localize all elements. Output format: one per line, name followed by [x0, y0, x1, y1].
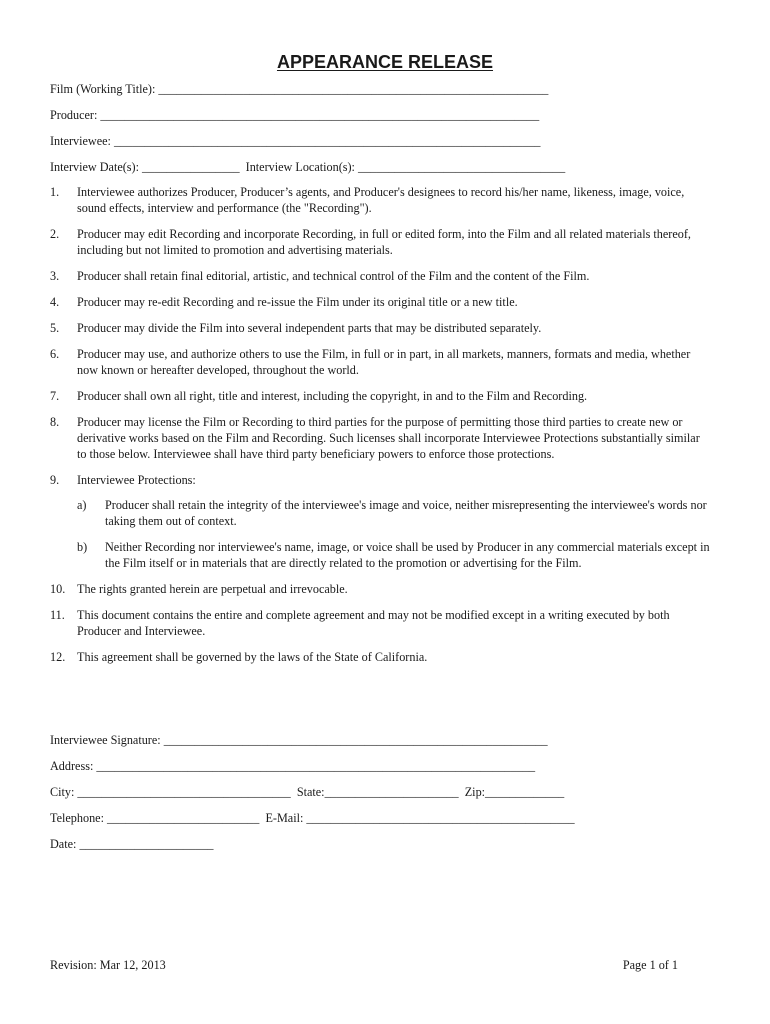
date-field[interactable] — [50, 836, 720, 862]
signature-fields — [50, 732, 720, 862]
clause-text: Producer may re-edit Recording and re-issue the Film under its original title or a new title. — [77, 295, 518, 309]
clause-number: 4. — [50, 295, 60, 309]
telephone-label: Telephone: _________________________ — [50, 811, 260, 825]
header-fields — [50, 81, 720, 185]
clause-text: Interviewee authorizes Producer, Producer’s agents, and Producer's designees to record his/her name, likeness, image, voice, sound effects, interview and performance (the "Recording"). — [77, 185, 685, 215]
clause-number: 3. — [50, 269, 60, 283]
subclause-item — [77, 497, 710, 529]
clause-item — [50, 581, 710, 597]
subclause-letter: a) — [77, 498, 87, 512]
address-field[interactable] — [50, 758, 720, 784]
clause-item — [50, 226, 710, 258]
interviewee-protections — [50, 497, 710, 571]
telephone-email-field[interactable] — [50, 810, 720, 836]
producer-label: Producer: ________________________________________________________________________ — [50, 108, 540, 122]
interview-date-label: Interview Date(s): ________________ — [50, 160, 240, 174]
producer-field[interactable] — [50, 107, 720, 133]
clause-text: This agreement shall be governed by the laws of the State of California. — [77, 650, 428, 664]
subclause-item — [77, 539, 710, 571]
clause-item — [50, 414, 710, 462]
clause-item — [50, 649, 710, 665]
address-label: Address: ________________________________________________________________________ — [50, 759, 536, 773]
date-label: Date: ______________________ — [50, 837, 214, 851]
interview-date-location-field[interactable] — [50, 159, 720, 185]
clause-text: This document contains the entire and complete agreement and may not be modified except in a writing executed by both Producer and Interviewee. — [77, 608, 670, 638]
clause-text: Producer may divide the Film into several independent parts that may be distributed separately. — [77, 321, 542, 335]
clause-text: Producer shall own all right, title and interest, including the copyright, in and to the Film and Recording. — [77, 389, 588, 403]
city-state-zip-field[interactable] — [50, 784, 720, 810]
clause-number: 9. — [50, 473, 60, 487]
email-label: E-Mail: ____________________________________________ — [259, 811, 575, 825]
subclause-letter: b) — [77, 540, 88, 554]
clause-item — [50, 294, 710, 310]
clause-text: Interviewee Protections: — [77, 473, 196, 487]
interviewee-field[interactable] — [50, 133, 720, 159]
clause-number: 7. — [50, 389, 60, 403]
clause-item — [50, 388, 710, 404]
film-title-label: Film (Working Title): ________________________________________________________________ — [50, 82, 549, 96]
zip-label: Zip:_____________ — [458, 785, 565, 799]
clause-number: 6. — [50, 347, 60, 361]
clause-text: Producer shall retain final editorial, artistic, and technical control of the Film and the content of the Film. — [77, 269, 590, 283]
clause-number: 1. — [50, 185, 60, 199]
clause-list — [50, 184, 710, 675]
clause-number: 2. — [50, 227, 60, 241]
state-label: State:______________________ — [290, 785, 459, 799]
signature-field[interactable] — [50, 732, 720, 758]
clause-item — [50, 320, 710, 336]
clause-number: 10. — [50, 582, 66, 596]
film-title-field[interactable] — [50, 81, 720, 107]
clause-item — [50, 184, 710, 216]
clause-text: The rights granted herein are perpetual and irrevocable. — [77, 582, 348, 596]
revision-date: Revision: Mar 12, 2013 — [50, 958, 166, 972]
clause-item — [50, 472, 710, 488]
clause-number: 8. — [50, 415, 60, 429]
page-number: Page 1 of 1 — [622, 958, 678, 972]
document-title: APPEARANCE RELEASE — [276, 52, 494, 72]
subclause-text: Neither Recording nor interviewee's name, image, or voice shall be used by Producer in any commercial materials except in the Film itself or in materials that are directly related to the promotion or advertising for the Film. — [105, 540, 710, 570]
clause-number: 12. — [50, 650, 66, 664]
signature-label: Interviewee Signature: _______________________________________________________________ — [50, 733, 548, 747]
clause-text: Producer may edit Recording and incorporate Recording, in full or edited form, into the Film and all related materials thereof, including but not limited to promotion and advertising materials. — [77, 227, 691, 257]
clause-item — [50, 268, 710, 284]
clause-number: 5. — [50, 321, 60, 335]
clause-number: 11. — [50, 608, 65, 622]
clause-item — [50, 346, 710, 378]
interview-location-label: Interview Location(s): __________________________________ — [239, 160, 566, 174]
clause-text: Producer may use, and authorize others to use the Film, in full or in part, in all markets, manners, formats and media, whether now known or hereafter developed, throughout the world. — [77, 347, 691, 377]
city-label: City: ___________________________________ — [50, 785, 291, 799]
subclause-text: Producer shall retain the integrity of the interviewee's image and voice, neither misrepresenting the interviewee's words nor taking them out of context. — [105, 498, 707, 528]
interviewee-label: Interviewee: ______________________________________________________________________ — [50, 134, 541, 148]
clause-item — [50, 607, 710, 639]
clause-text: Producer may license the Film or Recording to third parties for the purpose of permitting those third parties to create new or derivative works based on the Film and Recording. Such licenses shall incorporate Interviewee Protections substantially similar to those below. Interviewee shall have third party beneficiary powers to enforce those protections. — [77, 415, 700, 461]
